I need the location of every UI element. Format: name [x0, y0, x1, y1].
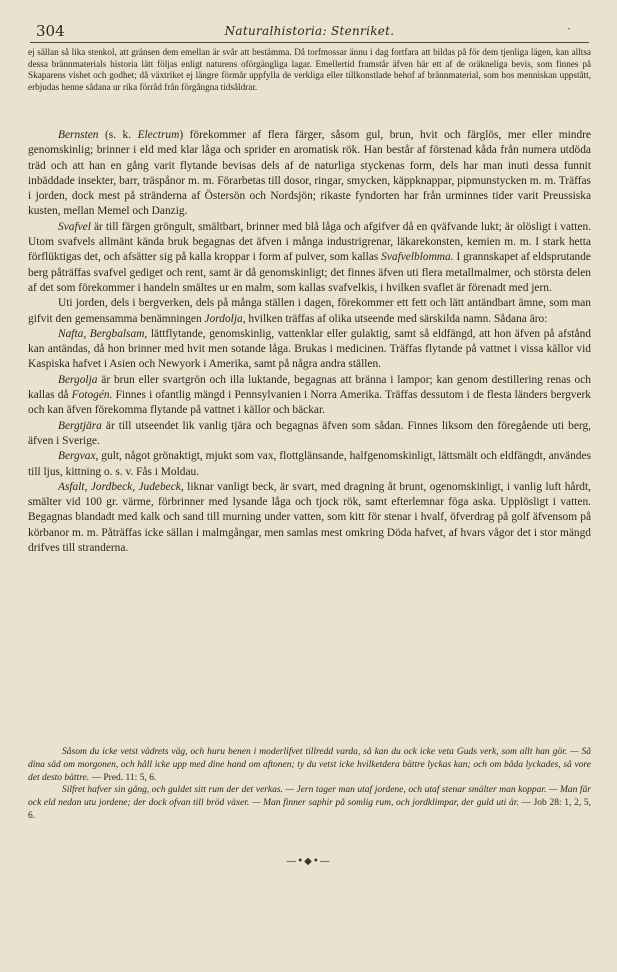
- term-fotogen: Fotogén.: [71, 389, 113, 402]
- paragraph-text: är brun eller svartgrön och illa luktande, begagnas att bränna i lampor; kan genom destillering renas och kallas då: [28, 373, 591, 402]
- term-svafvel: Svafvel: [58, 220, 91, 233]
- term-bernsten: Bernsten: [58, 129, 99, 141]
- quote-paragraph: [28, 784, 591, 822]
- paragraph-text: liknar vanligt beck, är svart, med dragning åt brunt, ogenomskinligt, i vanlig luft hårdt, smälter vid 100 gr. värme, förbrinner med lysande låga och tjock rök, samt efterlemnar föga aska. Upplösligt i vatten. Begagnas blandadt med kalk och sand till murning under vatten, som kitt för stenar i hvalf, öfverdrag på golf äfvensom på körbanor m. m. Påträffas icke sällan i malmgångar, men samlas mest omkring Döda hafvet, af hvars vågor det i stor mängd drifves till stranderna.: [28, 480, 591, 555]
- paragraph-text: är till utseendet lik vanlig tjära och begagnas äfven som sådan. Finnes liksom den föregående uti berg, äfven i Sverige.: [28, 419, 591, 447]
- paragraph-text: (s. k.: [98, 129, 138, 141]
- paragraph-text: Uti jorden, dels i bergverken, dels på många ställen i dagen, förekommer ett fett och lätt antändbart ämne, som man gifvit den gemensamma benämningen: [28, 297, 591, 325]
- paragraph-text: gult, något grönaktigt, mjukt som vax, flottglänsande, halfgenomskinligt, lättsmält och eldfängdt, användes till ljus, kittning o. s. v. Fås i Moldau.: [28, 450, 591, 478]
- quote-paragraph: [28, 746, 591, 784]
- paragraph-text: I grannskapet af eldsprutande berg påträffas svafvel gediget och rent, samt är då genomskinligt; det finnes äfven uti flera metallmalmer, och största delen af det som förekommer i handeln smältes ur en malm, som kallas svafvelkis, i hvilken svaflet är förenadt med jern.: [28, 251, 591, 294]
- paragraph-asfalt: [28, 480, 591, 556]
- end-ornament: —•◆•—: [286, 856, 331, 867]
- header-mark: ·: [567, 22, 571, 36]
- intro-small-paragraph: ej sällan så lika stenkol, att gränsen dem emellan är svår att bestämma. Då torfmossar ännu i dag fortfara att bildas på för dem tjenliga lägen, kan alltsa dessa brännmaterials historia lätt följas enligt naturens oförgängliga lagar. Emellertid framstår äfven här ett af de oräkneliga bevis, som finnes på Skaparens vishet och godhet; då växtriket ej längre förmår uppfylla de verkliga eller tillkonstlade behof af brännmaterial, som hos menniskan uppstått, erbjudas henne sådana ur rika förråd från förgångna tidsåldrar.: [28, 47, 591, 92]
- term-bergolja: Bergolja: [58, 373, 98, 386]
- paragraph-jordolja: [28, 296, 591, 327]
- paragraph-bergtjara: [28, 419, 591, 450]
- running-title: Naturalhistoria: Stenriket.: [224, 24, 395, 38]
- header-rule: [30, 42, 589, 43]
- quote-text: Såsom du icke vetst vädrets väg, och huru benen i moderlifvet tillredd varda, så kan du ock icke veta Guds verk, som allt han gör. — Så dina säd om morgonen, och håll icke upp med dine hand om aftonen; ty du vetst icke hvilketdera bättre lyckas kan; och om båda lyckades, så vore det desto bättre.: [28, 747, 591, 783]
- term-bergvax: Bergvax,: [58, 450, 99, 463]
- term-jordolja: Jordolja,: [204, 312, 246, 325]
- page-number: 304: [36, 22, 65, 40]
- term-asfalt: Asfalt, Jordbeck, Judebeck,: [58, 480, 184, 493]
- paragraph-text: lättflytande, genomskinlig, vattenklar eller gulaktig, samt så eldfängd, att hon äfven på afstånd kan antändas, då hon brinner med hvit men sotande låga. Brukas i medicinen. Träffas flytande på vattnet i vissa källor vid Kaspiska hafvet i Asien och Newyork i Amerika, samt på några andra ställen.: [28, 327, 591, 371]
- paragraph-bergvax: [28, 449, 591, 480]
- paragraph-nafta: [28, 327, 591, 373]
- paragraph-text: ) förekommer af flera färger, såsom gul, brun, hvit och färglös, mer eller mindre genomskinlig; brinner i eld med klar låga och sprider en aromatisk rök. Han består af förstenad kåda från numera utdöda träd och att han en gång varit flytande bevisas dels af de naturliga styckenas form, dels har man inuti dessa funnit inbäddade insekter, barr, träspånor m. m. Förarbetas till dosor, ringar, smycken, käppknappar, pipmunstycken m. m. Träffas i jorden, dock mest på stränderna af Östersön och Nordsjön; rikaste fyndorten har från urminnes tider varit Preussiska kusten, mellan Memel och Danzig.: [28, 129, 591, 218]
- paragraph-text: är till färgen gröngult, smältbart, brinner med blå låga och afgifver då en qväfvande lukt; är olösligt i vatten. Utom svafvels allmänt kända bruk begagnas det äfven i många industrigrenar, läkarekonsten, kemien m. m. I stark hetta förflüktigas det, och afsätter sig på kalla kroppar i form af pulver, som kallas: [28, 220, 591, 264]
- quote-text: Silfret hafver sin gång, och guldet sitt rum der det verkas. — Jern tager man utaf jordene, och utaf stenar smälter man koppar. — Man får ock eld nedan utu jordene; der dock ofvan till bröd växer. — Man finner saphir på somlig rum, och jordklimpar, der guld uti är.: [28, 785, 591, 809]
- term-electrum: Electrum: [137, 129, 180, 141]
- quote-reference: — Pred. 11: 5, 6.: [89, 772, 157, 783]
- term-bergtjara: Bergtjära: [58, 419, 102, 432]
- scripture-quote: [28, 746, 591, 823]
- paragraph-bergolja: [28, 373, 591, 419]
- term-svafvelblomma: Svafvelblomma.: [381, 251, 454, 264]
- paragraph-text: Finnes i ofantlig mängd i Pennsylvanien i Norra Amerika. Träffas dessutom i de flesta länders bergverk och kan äfven förekomma flytande på vattnet i källor och bäckar.: [28, 389, 591, 417]
- paragraph-svafvel: [28, 220, 591, 296]
- paragraph-text: hvilken träffas af olika utseende med särskilda namn. Sådana äro:: [245, 312, 548, 325]
- main-text: [28, 128, 591, 556]
- term-nafta: Nafta, Bergbalsam,: [58, 327, 148, 340]
- paragraph-bernsten: [28, 128, 591, 220]
- quote-reference: — Job 28: 1, 2, 5, 6.: [28, 798, 591, 821]
